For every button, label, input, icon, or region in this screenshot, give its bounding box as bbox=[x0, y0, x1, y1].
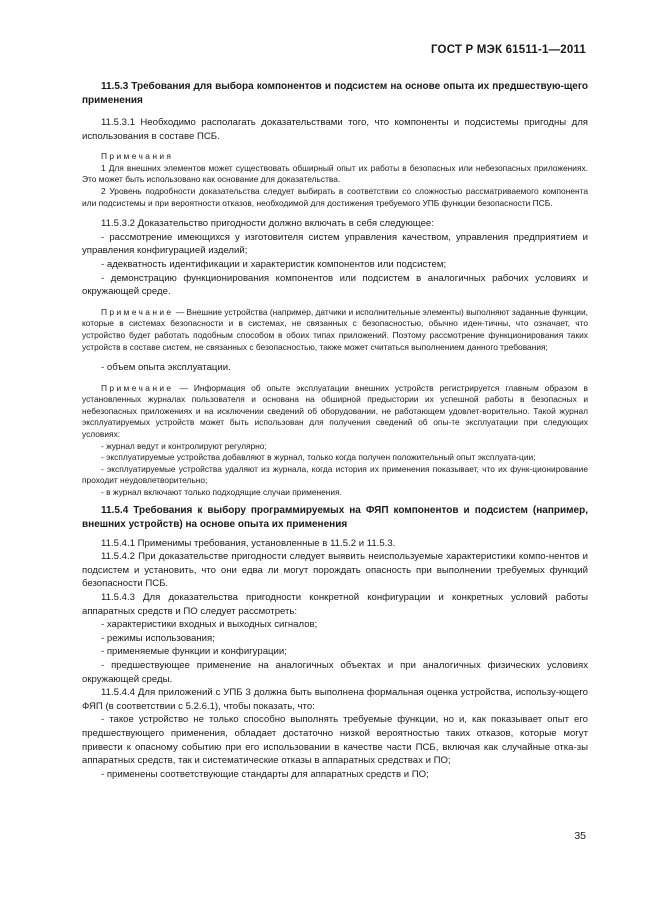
paragraph-11-5-4-3: 11.5.4.3 Для доказательства пригодности конкретной конфигурации и конкретных условий работы аппаратных средств и ПО следует рассмотреть: bbox=[82, 592, 588, 617]
standard-header: ГОСТ Р МЭК 61511-1—2011 bbox=[430, 44, 586, 56]
note-external-devices bbox=[82, 307, 588, 353]
paragraph-11-5-4-4: 11.5.4.4 Для приложений с УПБ 3 должна быть выполнена формальная оценка устройства, использу-ющего ФЯП (в соответствии с 5.2.6.1), чтобы показать, что: bbox=[82, 687, 588, 712]
list-item-standards: - применены соответствующие стандарты для аппаратных средств и ПО; bbox=[101, 768, 429, 780]
note-label: Примечание bbox=[101, 306, 174, 317]
paragraph-11-5-3-1: 11.5.3.1 Необходимо располагать доказательствами того, что компоненты и подсистемы пригодны для использования в составе ПСБ. bbox=[82, 117, 588, 142]
list-item-demonstration: - демонстрацию функционирования компонентов или подсистем в аналогичных рабочих условиях и окружающей среде. bbox=[82, 272, 588, 298]
list-item-experience-volume: - объем опыта эксплуатации. bbox=[101, 362, 231, 374]
note-list-item-4: - в журнал включают только подходящие случаи применения. bbox=[101, 487, 342, 498]
note-2: 2 Уровень подробности доказательства следует выбирать в соответствии со сложностью рассматриваемого компонента или подсистемы и при вероятности отказов, необходимой для достижения требуемого УПБ функции безопасности ПСБ. bbox=[82, 185, 588, 208]
list-item-quality-systems: - рассмотрение имеющихся у изготовителя систем управления качеством, управления предприятием и управления конфигурацией изделий; bbox=[82, 231, 588, 257]
list-item-functions: - применяемые функции и конфигурации; bbox=[101, 646, 287, 658]
section-heading-11-5-4: 11.5.4 Требования к выбору программируемых на ФЯП компонентов и подсистем (например, внешних устройств) на основе опыта их применения bbox=[82, 504, 588, 530]
list-item-failure-probability: - такое устройство не только способно выполнять требуемые функции, но и, как показывает опыт его предшествующего применения, обладает достаточно низкой вероятностью таких отказов, которые могут привести к опасному событию при его использовании в качестве части ПСБ, включая как случайные отка-зы аппаратных средств, так и систематические отказы в аппаратных средствах и ПО; bbox=[82, 714, 588, 767]
page-number: 35 bbox=[574, 830, 586, 842]
notes-title: Примечания bbox=[101, 151, 174, 162]
note-list-item-3: - эксплуатируемые устройства удаляют из журнала, когда история их применения показывает, что их функ-ционирование проходит неудовлетворительно; bbox=[82, 463, 588, 486]
paragraph-11-5-3-2: 11.5.3.2 Доказательство пригодности должно включать в себя следующее: bbox=[101, 218, 434, 230]
note-1: 1 Для внешних элементов может существовать обширный опыт их работы в безопасных или небезопасных приложениях. Это может быть использовано как основание для доказательства. bbox=[82, 162, 588, 185]
page-content bbox=[82, 80, 588, 781]
list-item-identification: - адекватность идентификации и характеристик компонентов или подсистем; bbox=[101, 258, 447, 270]
list-item-modes: - режимы использования; bbox=[101, 632, 215, 644]
list-item-prior-use: - предшествующее применение на аналогичных объектах и при аналогичных физических условиях окружающей среды. bbox=[82, 659, 588, 685]
note-operating-experience bbox=[82, 383, 588, 441]
note-text: — Внешние устройства (например, датчики и исполнительные элементы) выполняют заданные функции, которые в системах безопасности и в системах, не связанных с безопасностью, обычно иден-тичны, что означает, что устройство будет работать подобным способом в обоих типах приложений. Поэтому рассмотрение функционирования таких устройств в составе систем, не связанных с безопасностью, также может считаться выполнением данного требования; bbox=[82, 306, 588, 352]
paragraph-11-5-4-1: 11.5.4.1 Применимы требования, установленные в 11.5.2 и 11.5.3. bbox=[101, 537, 396, 549]
note-label: Примечание bbox=[101, 382, 174, 393]
note-list-item-1: - журнал ведут и контролируют регулярно; bbox=[101, 440, 267, 451]
note-list-item-2: - эксплуатируемые устройства добавляют в журнал, только когда получен положительный опыт эксплуата-ции; bbox=[101, 452, 536, 463]
paragraph-11-5-4-2: 11.5.4.2 При доказательстве пригодности следует выявить неиспользуемые характеристики компо-нентов и подсистем и установить, что они едва ли могут порождать опасность при выполнении требуемых функций безопасности ПСБ. bbox=[82, 551, 588, 590]
note-text: — Информация об опыте эксплуатации внешних устройств регистрируется главным образом в установленных журналах пользователя и основана на обширной предыстории их успешной работы в безопасных и небезопасных приложениях и на исключении сведений об оборудовании, не работающем удовлет-ворительно. Такой журнал эксплуатируемых устройств может быть использован для получения сведений об опы-те эксплуатации при следующих условиях: bbox=[82, 382, 588, 440]
list-item-signals: - характеристики входных и выходных сигналов; bbox=[101, 619, 318, 631]
section-heading-11-5-3: 11.5.3 Требования для выбора компонентов и подсистем на основе опыта их предшествую-щего применения bbox=[82, 81, 588, 106]
